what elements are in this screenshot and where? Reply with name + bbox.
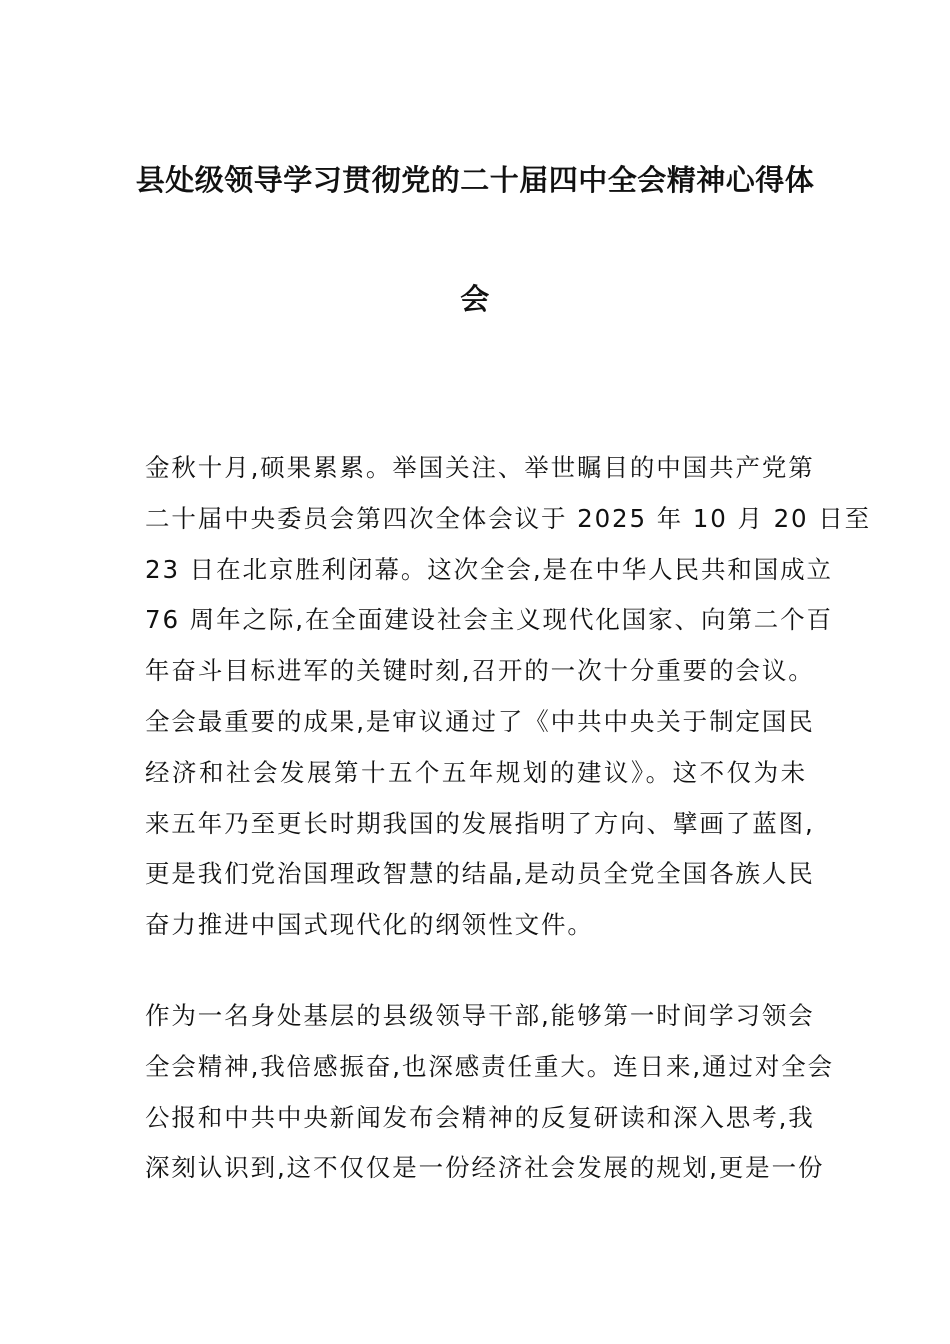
paragraph-line: 更是我们党治国理政智慧的结晶,是动员全党全国各族人民 [145,859,815,889]
paragraph-line: 金秋十月,硕果累累。举国关注、举世瞩目的中国共产党第 [145,453,815,482]
paragraph-line: 公报和中共中央新闻发布会精神的反复研读和深入思考,我 [145,1102,815,1132]
paragraph-line: 年奋斗目标进军的关键时刻,召开的一次十分重要的会议。 [145,656,815,686]
paragraph-1 [145,443,872,951]
paragraph-line: 23 日在北京胜利闭幕。这次全会,是在中华人民共和国成立 [145,554,833,584]
paragraph-line: 深刻认识到,这不仅仅是一份经济社会发展的规划,更是一份 [145,1153,825,1183]
paragraph-line: 经济和社会发展第十五个五年规划的建议》。这不仅为未 [145,757,807,787]
document-title-line-1: 县处级领导学习贯彻党的二十届四中全会精神心得体 [135,163,815,197]
paragraph-2 [145,991,835,1194]
paragraph-line: 全会最重要的成果,是审议通过了《中共中央关于制定国民 [145,706,815,736]
document-title-line-2: 会 [460,282,490,316]
paragraph-line: 来五年乃至更长时期我国的发展指明了方向、擘画了蓝图, [145,808,815,838]
paragraph-line: 作为一名身处基层的县级领导干部,能够第一时间学习领会 [145,1001,815,1030]
paragraph-line: 奋力推进中国式现代化的纲领性文件。 [145,910,594,940]
paragraph-line: 二十届中央委员会第四次全体会议于 2025 年 10 月 20 日至 [145,503,872,533]
paragraph-line: 76 周年之际,在全面建设社会主义现代化国家、向第二个百 [145,605,833,635]
paragraph-line: 全会精神,我倍感振奋,也深感责任重大。连日来,通过对全会 [145,1051,835,1081]
